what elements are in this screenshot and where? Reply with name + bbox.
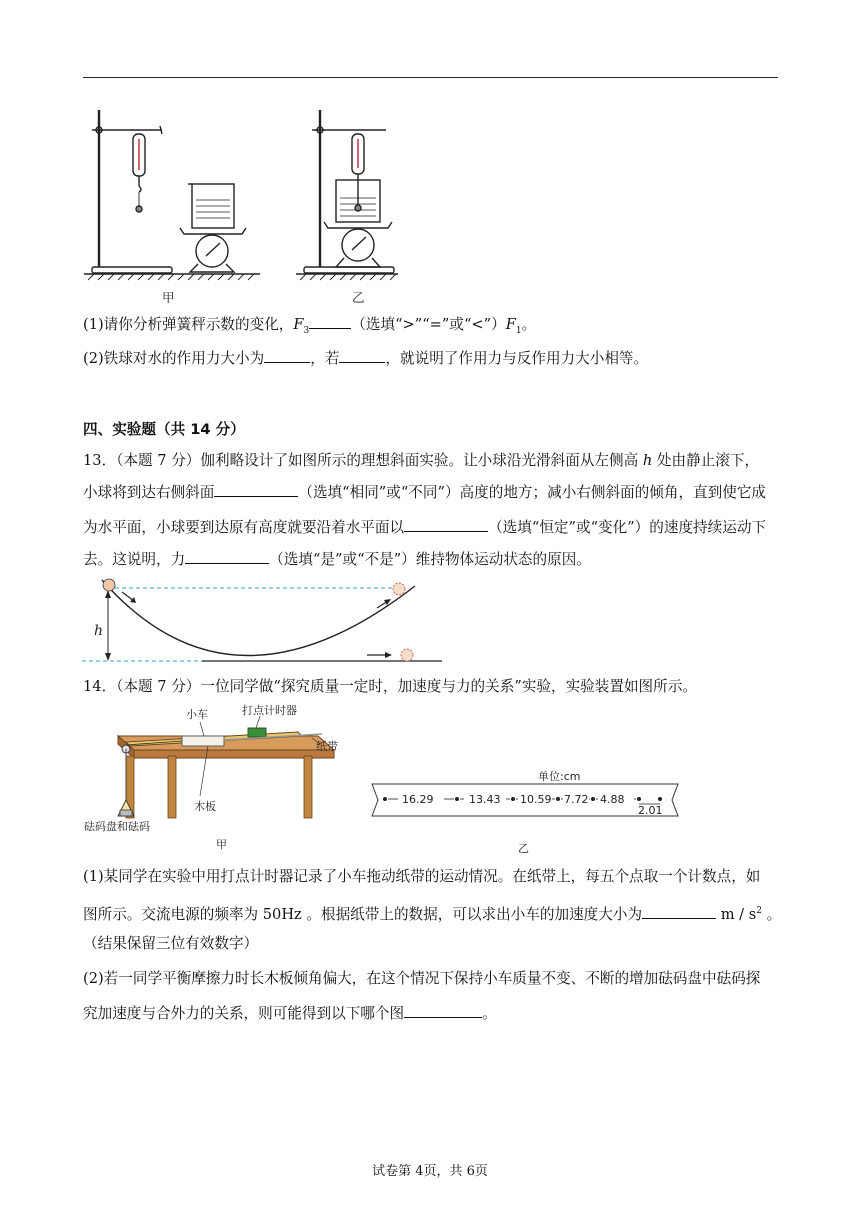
answer-blank-q12-3[interactable]	[339, 348, 385, 363]
incline-height-label: h	[94, 623, 104, 639]
setup-a	[84, 110, 260, 280]
figure-caption-b: 乙	[352, 290, 365, 305]
tape-segment-3: 10.59	[520, 793, 552, 806]
apparatus-caption-a: 甲	[216, 838, 227, 851]
tape-label: 纸带	[316, 740, 338, 753]
answer-blank-q14-2[interactable]	[404, 1003, 482, 1018]
answer-blank-q14-1[interactable]	[642, 904, 716, 919]
answer-blank-q12-2[interactable]	[264, 348, 310, 363]
q14-part1-line3: （结果保留三位有效数字）	[83, 935, 259, 952]
tape-segment-4: 7.72	[564, 793, 589, 806]
header-rule	[83, 77, 778, 78]
apparatus-caption-b: 乙	[518, 842, 529, 855]
answer-blank-q12-1[interactable]	[309, 314, 351, 329]
q14-part2-line2: 究加速度与合外力的关系，则可能得到以下哪个图 。	[83, 1005, 497, 1022]
paper-tape	[372, 770, 678, 817]
q14-part1-line2: 图所示。交流电源的频率为 50Hz 。根据纸带上的数据，可以求出小车的加速度大小为 m / $s^2$ 。	[83, 905, 782, 923]
q13-line3: 为水平面，小球要到达原有高度就要沿着水平面以 （选填“恒定”或“变化”）的速度持续运动下	[83, 519, 767, 536]
q13-line1: 13．（本题 7 分）伽利略设计了如图所示的理想斜面实验。让小球沿光滑斜面从左侧高 h 处由静止滚下，	[83, 452, 760, 469]
tape-segment-6: 2.01	[638, 804, 663, 817]
q12-part1: (1)请你分析弹簧秤示数的变化，$F_3$ （选填“>”“=”或“$<”)F_1$。	[83, 316, 537, 336]
q13-line2: 小球将到达右侧斜面 （选填“相同”或“不同”）高度的地方；减小右侧斜面的倾角，直到使它成	[83, 484, 767, 501]
answer-blank-q13-3[interactable]	[185, 549, 269, 564]
timer-label: 打点计时器	[242, 704, 297, 717]
tape-segment-2: 13.43	[469, 793, 501, 806]
board-label: 木板	[194, 800, 216, 813]
answer-blank-q13-1[interactable]	[214, 482, 298, 497]
cart-label: 小车	[186, 708, 208, 721]
answer-blank-q13-2[interactable]	[404, 517, 488, 532]
tape-segment-1: 16.29	[402, 793, 434, 806]
incline-figure	[82, 578, 452, 668]
tape-segment-5: 4.88	[600, 793, 625, 806]
section-heading: 四、实验题（共 14 分）	[83, 421, 245, 438]
q14-intro: 14．（本题 7 分）一位同学做“探究质量一定时，加速度与力的关系”实验，实验装置如图所示。	[83, 678, 697, 695]
apparatus-figure	[82, 700, 702, 858]
weights-label: 砝码盘和砝码	[84, 820, 150, 833]
tape-unit-label: 单位:cm	[538, 770, 581, 783]
setup-b	[296, 110, 398, 280]
q13-line4: 去。这说明，力 （选填“是”或“不是”）维持物体运动状态的原因。	[83, 551, 591, 568]
page-footer: 试卷第 4页，共 6页	[372, 1164, 488, 1179]
spring-scale-figure	[82, 104, 402, 304]
q14-part2-line1: (2)若一同学平衡摩擦力时长木板倾角偏大，在这个情况下保持小车质量不变、不断的增加砝码盘中砝码探	[83, 970, 761, 987]
q12-part2: (2)铁球对水的作用力大小为 ，若 ，就说明了作用力与反作用力大小相等。	[83, 350, 649, 367]
q14-part1-line1: (1)某同学在实验中用打点计时器记录了小车拖动纸带的运动情况。在纸带上，每五个点取一个计数点，如	[83, 868, 761, 885]
figure-caption-a: 甲	[162, 290, 175, 305]
